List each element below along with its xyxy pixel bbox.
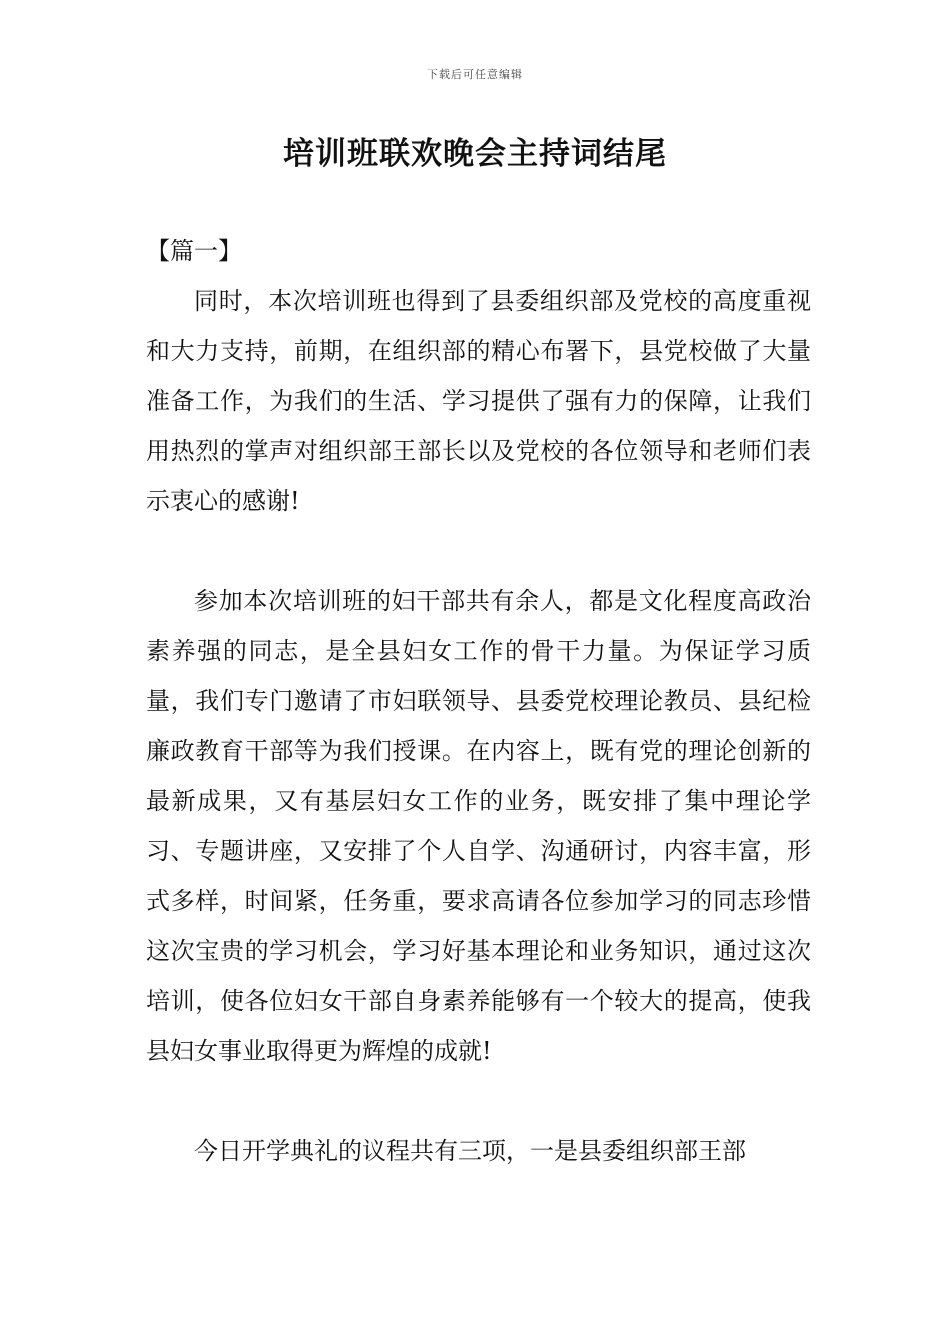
document-body [146, 226, 811, 1176]
document-title: 培训班联欢晚会主持词结尾 [283, 136, 667, 172]
paragraph-1: 同时，本次培训班也得到了县委组织部及党校的高度重视和大力支持，前期，在组织部的精心布署下，县党校做了大量准备工作，为我们的生活、学习提供了强有力的保障，让我们用热烈的掌声对组织部王部长以及党校的各位领导和老师们表示衷心的感谢! [146, 287, 811, 515]
page-header-note: 下载后可任意编辑 [427, 68, 523, 81]
paragraph-2: 参加本次培训班的妇干部共有余人，都是文化程度高政治素养强的同志，是全县妇女工作的骨干力量。为保证学习质量，我们专门邀请了市妇联领导、县委党校理论教员、县纪检廉政教育干部等为我们授课。在内容上，既有党的理论创新的最新成果，又有基层妇女工作的业务，既安排了集中理论学习、专题讲座，又安排了个人自学、沟通研讨，内容丰富，形式多样，时间紧，任务重，要求高请各位参加学习的同志珍惜这次宝贵的学习机会，学习好基本理论和业务知识，通过这次培训，使各位妇女干部自身素养能够有一个较大的提高，使我县妇女事业取得更为辉煌的成就! [146, 587, 811, 1065]
paragraph-3: 今日开学典礼的议程共有三项，一是县委组织部王部 [194, 1137, 746, 1165]
section-label: 【篇一】 [146, 237, 242, 265]
